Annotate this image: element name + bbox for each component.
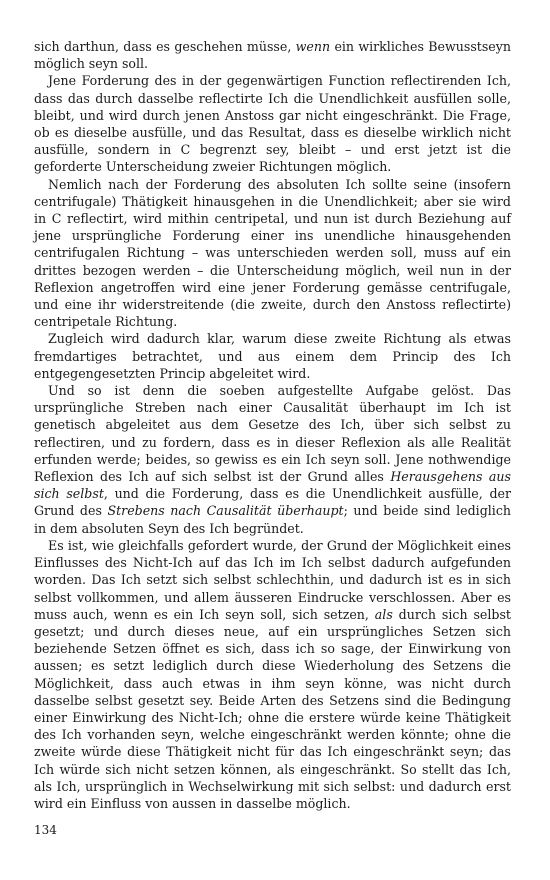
italic-text-run: Herausgehens aus sich selbst: [34, 469, 512, 502]
text-run: Es ist, wie gleichfalls gefordert wurde, der Grund der Möglichkeit eines Einflusses des Nicht-Ich auf das Ich im Ich selbst dadurch aufgefunden worden. Das Ich setzt sich selbst schlechthin, und dadurch ist es in sich selbst vollkommen, und allem äusseren Eindrucke verschlossen. Aber es muss auch, wenn es ein Ich seyn soll, sich setzen,: [34, 537, 511, 622]
page-number: 134: [34, 823, 57, 837]
paragraph: [34, 382, 511, 537]
paragraph: [34, 38, 511, 72]
text-run: Nemlich nach der Forderung des absoluten Ich sollte seine (insofern centrifugale) Thätigkeit hinausgehen in die Unendlichkeit; aber sie wird in C reflectirt, wird mithin centripetal, und nun ist durch Beziehung auf jene ursprüngliche Forderung einer ins unendliche hinausgehenden centrifugalen Richtung – was unterschieden werden soll, muss auf ein drittes bezogen werden – die Unterscheidung möglich, weil nun in der Reflexion angetroffen wird eine jener Forderung gemässe centrifugale, und eine ihr widerstreitende (die zweite, durch den Anstoss reflectirte) centripetale Richtung.: [34, 176, 511, 330]
text-run: Jene Forderung des in der gegenwärtigen Function reflectirenden Ich, dass das durch dasselbe reflectirte Ich die Unendlichkeit ausfüllen solle, bleibt, und wird durch jenen Anstoss gar nicht eingeschränkt. Die Frage, ob es dieselbe ausfülle, und das Resultat, dass es dieselbe wirklich nicht ausfülle, sondern in C begrenzt sey, bleibt – und erst jetzt ist die geforderte Unterscheidung zweier Richtungen möglich.: [34, 73, 511, 175]
text-run: durch sich selbst gesetzt; und durch dieses neue, auf ein ursprüngliches Setzen sich beziehende Setzen öffnet es sich, dass ich so sage, der Einwirkung von aussen; es setzt lediglich durch diese Wiederholung des Setzens die Möglichkeit, dass auch etwas in ihm seyn könne, was nicht durch dasselbe selbst gesetzt sey. Beide Arten des Setzens sind die Bedingung einer Einwirkung des Nicht-Ich; ohne die erstere würde keine Thätigkeit des Ich vorhanden seyn, welche eingeschränkt werden könnte; ohne die zweite würde diese Thätigkeit nicht für das Ich eingeschränkt seyn; das Ich würde sich nicht setzen können, als eingeschränkt. So stellt das Ich, als Ich, ursprünglich in Wechselwirkung mit sich selbst: und dadurch erst wird ein Einfluss von aussen in dasselbe möglich.: [34, 606, 511, 811]
text-run: Zugleich wird dadurch klar, warum diese zweite Richtung als etwas fremdartiges betrachtet, und aus einem dem Princip des Ich entgegengesetzten Princip abgeleitet wird.: [34, 331, 511, 381]
text-run: ein wirkliches Bewusstseyn möglich seyn soll.: [34, 39, 511, 72]
text-body: [34, 38, 511, 812]
text-run: , und die Forderung, dass es die Unendlichkeit ausfülle, der Grund des: [34, 486, 511, 519]
text-run: sich darthun, dass es geschehen müsse,: [34, 39, 296, 54]
paragraph: [34, 72, 511, 175]
paragraph: [34, 176, 511, 331]
paragraph: [34, 537, 511, 812]
italic-text-run: als: [374, 606, 393, 622]
paragraph: [34, 330, 511, 382]
text-run: Und so ist denn die soeben aufgestellte Aufgabe gelöst. Das ursprüngliche Streben nach einer Causalität überhaupt im Ich ist genetisch abgeleitet aus dem Gesetze des Ich, über sich selbst zu reflectiren, und zu fordern, dass es in dieser Reflexion als alle Realität erfunden werde; beides, so gewiss es ein Ich seyn soll. Jene nothwendige Reflexion des Ich auf sich selbst ist der Grund alles: [34, 383, 511, 485]
text-run: ; und beide sind lediglich in dem absoluten Seyn des Ich begründet.: [34, 503, 511, 536]
italic-text-run: Strebens nach Causalität überhaupt: [107, 503, 344, 519]
italic-text-run: wenn: [295, 39, 331, 54]
